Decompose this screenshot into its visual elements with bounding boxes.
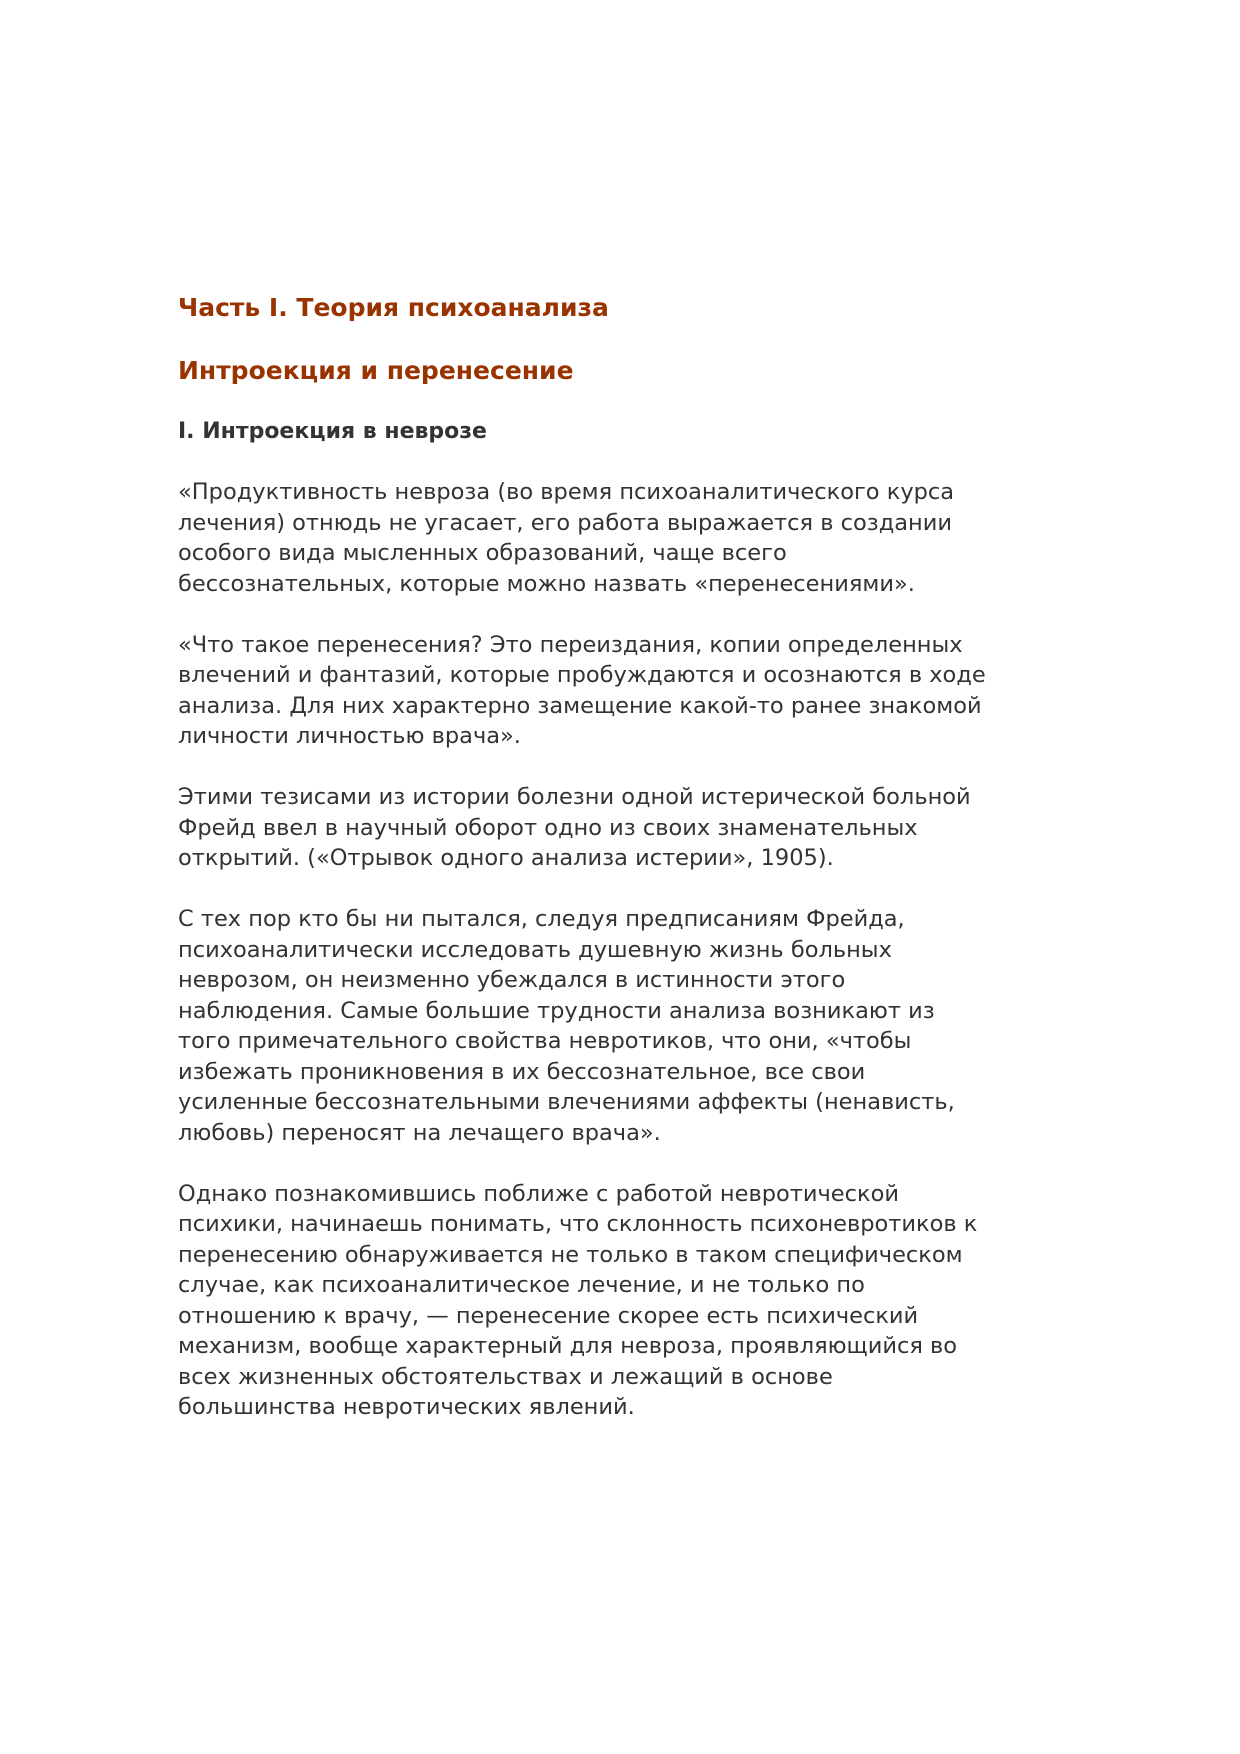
text-line: Фрейд ввел в научный оборот одно из своих знаменательных <box>178 814 918 841</box>
text-line: того примечательного свойства невротиков, что они, «чтобы <box>178 1028 912 1054</box>
text-line: наблюдения. Самые большие трудности анализа возникают из <box>178 997 935 1024</box>
text-line: психики, начинаешь понимать, что склонность психоневротиков к <box>178 1211 978 1237</box>
text-line: открытий. («Отрывок одного анализа истерии», 1905). <box>178 845 834 871</box>
paragraph <box>178 630 1078 752</box>
text-line: Однако познакомившись поближе с работой невротической <box>178 1180 899 1207</box>
part-heading: Часть I. Теория психоанализа <box>178 293 609 322</box>
text-line: усиленные бессознательными влечениями аффекты (ненависть, <box>178 1089 955 1115</box>
text-line: особого вида мысленных образований, чаще всего <box>178 540 787 566</box>
text-line: перенесению обнаруживается не только в таком специфическом <box>178 1241 963 1268</box>
text-line: механизм, вообще характерный для невроза, проявляющийся во <box>178 1333 958 1359</box>
text-line: всех жизненных обстоятельствах и лежащий в основе <box>178 1363 833 1390</box>
text-line: влечений и фантазий, которые пробуждаются и осознаются в ходе <box>178 662 986 688</box>
text-line: «Продуктивность невроза (во время психоаналитического курса <box>178 479 955 505</box>
text-line: личности личностью врача». <box>178 723 521 749</box>
chapter-heading: Интроекция и перенесение <box>178 356 574 385</box>
section-heading: I. Интроекция в неврозе <box>178 419 487 444</box>
paragraph <box>178 782 1078 874</box>
text-line: избежать проникновения в их бессознательное, все свои <box>178 1058 866 1085</box>
text-line: любовь) переносят на лечащего врача». <box>178 1119 661 1146</box>
text-line: отношению к врачу, — перенесение скорее есть психический <box>178 1302 919 1329</box>
text-line: «Что такое перенесения? Это переиздания, копии определенных <box>178 631 963 658</box>
text-line: Этими тезисами из истории болезни одной истерической больной <box>178 784 971 810</box>
paragraph <box>178 904 1078 1148</box>
body-text <box>178 477 1078 1423</box>
text-line: С тех пор кто бы ни пытался, следуя предписаниям Фрейда, <box>178 906 905 932</box>
paragraph <box>178 477 1078 599</box>
text-line: лечения) отнюдь не угасает, его работа выражается в создании <box>178 509 953 536</box>
text-line: психоаналитически исследовать душевную жизнь больных <box>178 936 892 963</box>
text-line: неврозом, он неизменно убеждался в истинности этого <box>178 967 846 993</box>
text-line: бессознательных, которые можно назвать «перенесениями». <box>178 570 915 597</box>
text-line: случае, как психоаналитическое лечение, и не только по <box>178 1272 865 1298</box>
paragraph <box>178 1179 1078 1423</box>
text-line: большинства невротических явлений. <box>178 1394 635 1420</box>
text-line: анализа. Для них характерно замещение какой-то ранее знакомой <box>178 692 982 719</box>
document-page <box>178 292 1078 1453</box>
